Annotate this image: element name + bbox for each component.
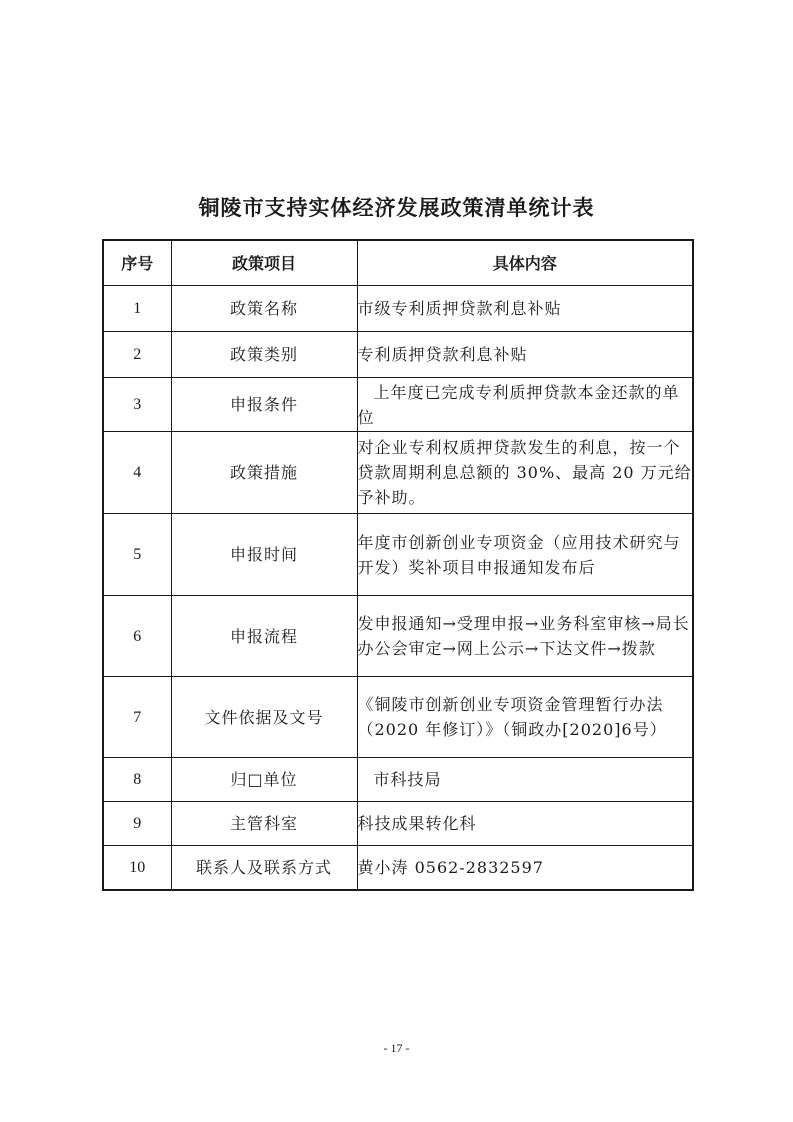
row-number: 3 — [103, 378, 171, 432]
row-item: 申报时间 — [171, 514, 357, 596]
row-item: 申报条件 — [171, 378, 357, 432]
table-row — [103, 677, 693, 758]
document-title: 铜陵市支持实体经济发展政策清单统计表 — [198, 196, 595, 220]
table-row — [103, 286, 693, 332]
row-item: 申报流程 — [171, 596, 357, 677]
row-number: 9 — [103, 802, 171, 846]
policy-table — [102, 239, 694, 891]
row-content: 市级专利质押贷款利息补贴 — [357, 286, 693, 332]
row-number: 10 — [103, 846, 171, 890]
table-row — [103, 802, 693, 846]
table-row — [103, 378, 693, 432]
row-content: 专利质押贷款利息补贴 — [357, 332, 693, 378]
row-content: 《铜陵市创新创业专项资金管理暂行办法（2020 年修订）》（铜政办[2020]6号） — [357, 677, 693, 758]
row-number: 7 — [103, 677, 171, 758]
row-number: 1 — [103, 286, 171, 332]
header-policy-item: 政策项目 — [171, 240, 357, 286]
table-row — [103, 846, 693, 890]
row-content: 年度市创新创业专项资金（应用技术研究与开发）奖补项目申报通知发布后 — [357, 514, 693, 596]
row-item: 文件依据及文号 — [171, 677, 357, 758]
table-row — [103, 332, 693, 378]
table-row — [103, 758, 693, 802]
table-header-row — [103, 240, 693, 286]
row-item: 政策类别 — [171, 332, 357, 378]
row-content: 黄小涛 0562-2832597 — [357, 846, 693, 890]
header-serial: 序号 — [103, 240, 171, 286]
row-content: 科技成果转化科 — [357, 802, 693, 846]
row-item: 归□单位 — [171, 758, 357, 802]
row-item: 联系人及联系方式 — [171, 846, 357, 890]
row-number: 5 — [103, 514, 171, 596]
row-item: 主管科室 — [171, 802, 357, 846]
row-content: 发申报通知→受理申报→业务科室审核→局长办公会审定→网上公示→下达文件→拨款 — [357, 596, 693, 677]
table-row — [103, 596, 693, 677]
row-content: 对企业专利权质押贷款发生的利息，按一个贷款周期利息总额的 30%、最高 20 万元给予补助。 — [357, 432, 693, 514]
header-content: 具体内容 — [357, 240, 693, 286]
row-number: 2 — [103, 332, 171, 378]
table-row — [103, 514, 693, 596]
row-number: 4 — [103, 432, 171, 514]
page-number: - 17 - — [383, 1041, 410, 1055]
row-item: 政策名称 — [171, 286, 357, 332]
row-content: 上年度已完成专利质押贷款本金还款的单位 — [357, 378, 693, 432]
row-number: 6 — [103, 596, 171, 677]
row-content: 市科技局 — [357, 758, 693, 802]
table-row — [103, 432, 693, 514]
row-number: 8 — [103, 758, 171, 802]
row-item: 政策措施 — [171, 432, 357, 514]
